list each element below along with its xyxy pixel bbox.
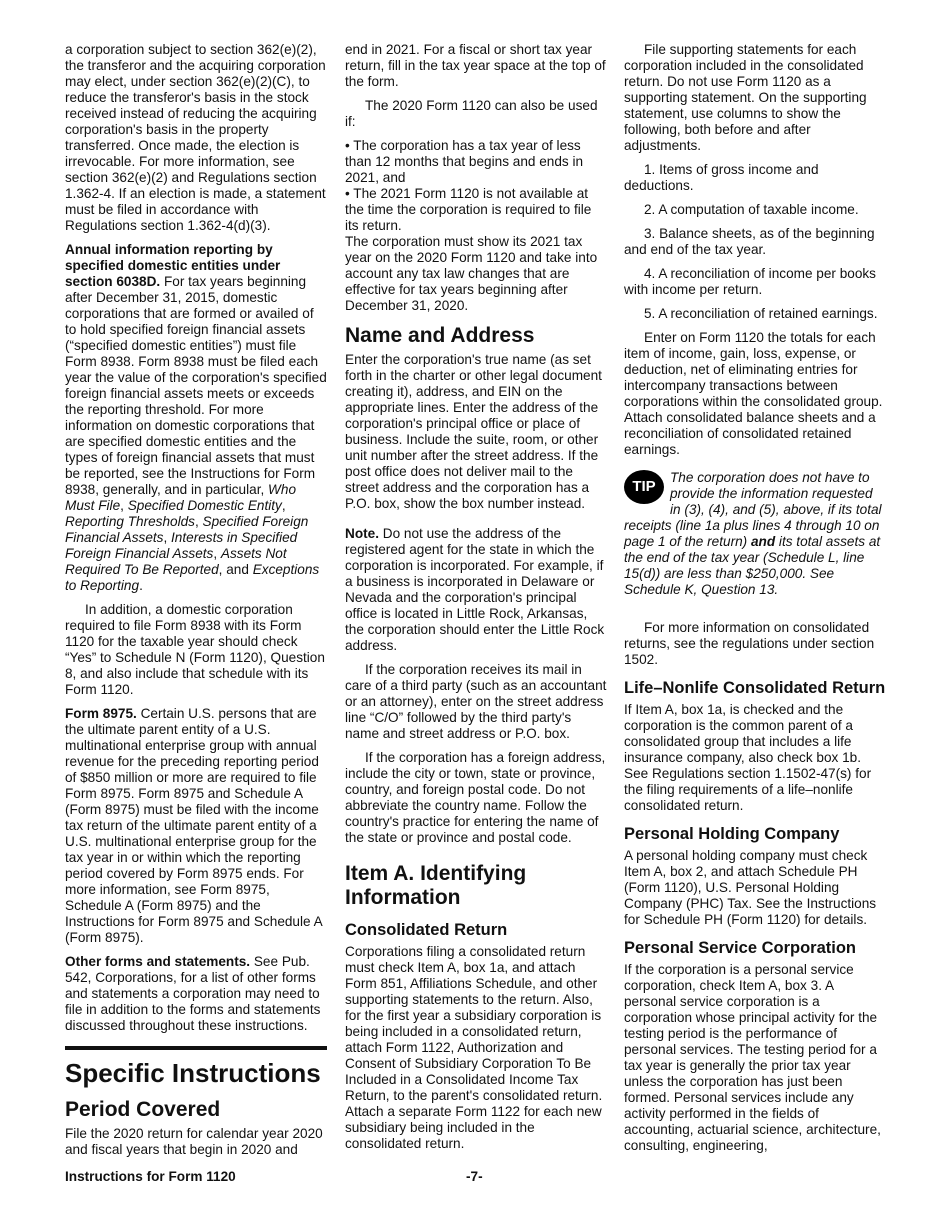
paragraph-supporting-statements: File supporting statements for each corporation included in the consolidated return. Do not use Form 1120 as a supporting statement. On the supporting statement, use columns to show the following, both before and after adjustments. — [624, 42, 867, 153]
heading-period-covered: Period Covered — [65, 1098, 221, 1121]
run-in-heading: Note. — [345, 526, 379, 541]
tip-icon: TIP — [624, 470, 664, 504]
paragraph-can-also-be-used: The 2020 Form 1120 can also be used if: — [345, 98, 598, 129]
heading-consolidated-return: Consolidated Return — [345, 921, 508, 939]
paragraph-phc: A personal holding company must check Item A, box 2, and attach Schedule PH (Form 1120), U.S. Personal Holding Company (PHC) Tax. See the Instructions for Schedule PH (Form 1120) for details. — [624, 848, 877, 927]
paragraph-care-of: If the corporation receives its mail in care of a third party (such as an accountant or an attorney), enter on the street address line “C/O” followed by the third party's name and street address or P.O. box. — [345, 662, 607, 741]
paragraph-psc: If the corporation is a personal service corporation, check Item A, box 3. A personal service corporation is a corporation whose principal activity for the testing period is the performance of personal services. The testing period for a tax year is generally the prior tax year unless the corporation has just been formed. Personal services include any activity performed in the fields of accounting, actuarial science, architecture, consulting, engineering, — [624, 962, 881, 1153]
paragraph-other-forms: Other forms and statements. See Pub. 542, Corporations, for a list of other forms and statements a corporation may need to file in addition to the forms and statements discussed throughout these instructions. — [65, 954, 321, 1033]
run-in-heading: Other forms and statements. — [65, 954, 251, 969]
list-item: 5. A reconciliation of retained earnings. — [644, 306, 878, 321]
paragraph-fiscal-year: end in 2021. For a fiscal or short tax year return, fill in the tax year space at the top of the form. — [345, 42, 606, 89]
paragraph-2021-tax-year: The corporation must show its 2021 tax year on the 2020 Form 1120 and take into account any tax law changes that are effective for tax years beginning after December 31, 2020. — [345, 234, 598, 313]
paragraph-form-8975: Form 8975. Certain U.S. persons that are the ultimate parent entity of a U.S. multinational enterprise group with annual revenue for the preceding reporting period of $850 million or more are required to file Form 8975. Form 8975 and Schedule A (Form 8975) must be filed with the income tax return of the ultimate parent entity of a U.S. multinational enterprise group for the tax year in or within which the reporting period covered by Form 8975 ends. For more information, see Form 8975, Schedule A (Form 8975) and the Instructions for Form 8975 and Schedule A (Form 8975). — [65, 706, 322, 945]
paragraph-life-nonlife: If Item A, box 1a, is checked and the corporation is the common parent of a consolidated group that includes a life insurance company, also check box 1b. See Regulations section 1.1502-47(s) for the filing requirements of a life–nonlife consolidated return. — [624, 702, 872, 813]
paragraph-period: File the 2020 return for calendar year 2020 and fiscal years that begin in 2020 and — [65, 1126, 323, 1157]
list-item: 4. A reconciliation of income per books with income per return. — [624, 266, 876, 297]
heading-life-nonlife: Life–Nonlife Consolidated Return — [624, 679, 886, 697]
paragraph-foreign-address: If the corporation has a foreign address, include the city or town, state or province, country, and foreign postal code. Do not abbreviate the country name. Follow the country's practice for entering the name of the state or province and postal code. — [345, 750, 606, 845]
paragraph-362e2: a corporation subject to section 362(e)(2), the transferor and the acquiring corporation may elect, under section 362(e)(2)(C), to reduce the transferor's basis in the stock received instead of reducing the acquiring corporation's basis in the property transferred. Once made, the election is irrevocable. For more information, see section 362(e)(2) and Regulations section 1.362-4. If an election is made, a statement must be filed in accordance with Regulations section 1.362-4(d)(3). — [65, 42, 326, 233]
heading-personal-service-corporation: Personal Service Corporation — [624, 939, 856, 957]
paragraph-more-info: For more information on consolidated returns, see the regulations under section 1502. — [624, 620, 875, 667]
tip-box: TIP The corporation does not have to provide the information requested in (3), (4), and (5), above, if its total receipts (line 1a plus lines 4 through 10 on page 1 of the return) and its total assets at the end of the tax year (Schedule L, line 15(d)) are less than $250,000. See Schedule K, Question 13. — [624, 470, 882, 597]
footer-page-number: -7- — [466, 1169, 483, 1184]
paragraph-6038d: Annual information reporting by specified domestic entities under section 6038D. For tax years beginning after December 31, 2015, domestic corporations that are formed or availed of to hold specified foreign financial assets (“specified domestic entities”) must file Form 8938. Form 8938 must be filed each year the value of the corporation's specified foreign financial assets meets or exceeds the reporting threshold. For more information on domestic corporations that are specified domestic entities and the types of foreign financial assets that must be reported, see the Instructions for Form 8938, generally, and in particular, Who Must File, Specified Domestic Entity, Reporting Thresholds, Specified Foreign Financial Assets, Interests in Specified Foreign Financial Assets, Assets Not Required To Be Reported, and Exceptions to Reporting. — [65, 242, 327, 593]
bullet-item: • The 2021 Form 1120 is not available at the time the corporation is required to file its return. — [345, 186, 592, 233]
paragraph-consolidated: Corporations filing a consolidated return must check Item A, box 1a, and attach Form 851, Affiliations Schedule, and other supporting statements to the return. Also, for the first year a subsidiary corporation is being included in a consolidated return, attach Form 1122, Authorization and Consent of Subsidiary Corporation To Be Included in a Consolidated Income Tax Return, to the parent's consolidated return. Attach a separate Form 1122 for each new subsidiary being included in the consolidated return. — [345, 944, 603, 1151]
paragraph-name-address: Enter the corporation's true name (as set forth in the charter or other legal document creating it), address, and EIN on the appropriate lines. Enter the address of the corporation's principal office or place of business. Include the suite, room, or other unit number after the street address. If the post office does not deliver mail to the street address and the corporation has a P.O. box, show the box number instead. — [345, 352, 602, 511]
list-item: 1. Items of gross income and deductions. — [624, 162, 819, 193]
heading-name-and-address: Name and Address — [345, 324, 535, 347]
column-1 — [65, 42, 327, 1166]
bullet-item: • The corporation has a tax year of less than 12 months that begins and ends in 2021, and — [345, 138, 584, 185]
run-in-heading: Form 8975. — [65, 706, 137, 721]
column-2 — [345, 42, 607, 1160]
paragraph-note: Note. Do not use the address of the registered agent for the state in which the corporation is incorporated. For example, if a business is incorporated in Delaware or Nevada and the corporation's principal office is located in Little Rock, Arkansas, the corporation should enter the Little Rock address. — [345, 526, 605, 653]
list-item: 2. A computation of taxable income. — [644, 202, 859, 217]
heading-item-a: Item A. Identifying Information — [345, 862, 527, 909]
column-3 — [624, 42, 886, 1162]
heading-personal-holding-company: Personal Holding Company — [624, 825, 840, 843]
list-item: 3. Balance sheets, as of the beginning and end of the tax year. — [624, 226, 875, 257]
paragraph-addition: In addition, a domestic corporation required to file Form 8938 with its Form 1120 for the taxable year should check “Yes” to Schedule N (Form 1120), Question 8, and also include that schedule with its Form 1120. — [65, 602, 325, 697]
paragraph-totals: Enter on Form 1120 the totals for each item of income, gain, loss, expense, or deduction, net of eliminating entries for intercompany transactions between corporations within the consolidated group. Attach consolidated balance sheets and a reconciliation of consolidated retained earnings. — [624, 330, 883, 457]
footer-document-title: Instructions for Form 1120 — [65, 1169, 236, 1184]
run-in-heading: Annual information reporting by specified domestic entities under section 6038D. — [65, 242, 281, 289]
heading-specific-instructions: Specific Instructions — [65, 1046, 327, 1088]
